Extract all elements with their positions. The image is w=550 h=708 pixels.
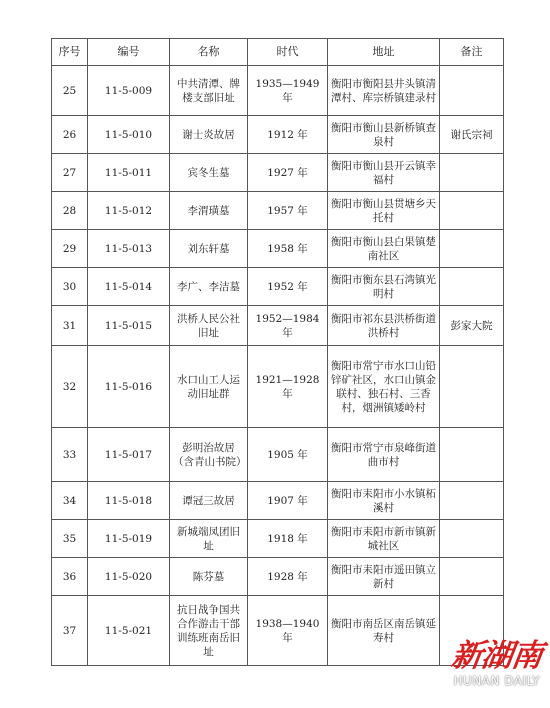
cell-code: 11-5-016	[88, 346, 170, 428]
cell-code: 11-5-017	[88, 428, 170, 482]
cell-code: 11-5-013	[88, 230, 170, 268]
cell-seq: 34	[52, 482, 88, 520]
cell-era: 1938—1940 年	[248, 596, 328, 666]
cell-note	[440, 230, 504, 268]
cell-era: 1907 年	[248, 482, 328, 520]
cell-code: 11-5-019	[88, 520, 170, 558]
table-row	[52, 116, 504, 154]
cell-code: 11-5-012	[88, 192, 170, 230]
cell-seq: 28	[52, 192, 88, 230]
logo-wordmark-en: HUNAN DAILY	[453, 674, 540, 688]
cell-era: 1958 年	[248, 230, 328, 268]
cell-seq: 25	[52, 66, 88, 116]
table-row	[52, 346, 504, 428]
table-row	[52, 596, 504, 666]
cell-note	[440, 520, 504, 558]
cell-name: 水口山工人运动旧址群	[170, 346, 248, 428]
cell-era: 1918 年	[248, 520, 328, 558]
cell-seq: 27	[52, 154, 88, 192]
cell-seq: 31	[52, 306, 88, 346]
cell-name: 新城端凤团旧址	[170, 520, 248, 558]
cell-name: 谭冠三故居	[170, 482, 248, 520]
header-code: 编号	[88, 39, 170, 66]
cell-address: 衡阳市常宁市泉峰街道曲市村	[328, 428, 440, 482]
cell-code: 11-5-015	[88, 306, 170, 346]
cell-address: 衡阳市常宁市水口山铅锌矿社区，水口山镇金联村、独石村、三香村，烟洲镇矮岭村	[328, 346, 440, 428]
cell-note	[440, 154, 504, 192]
cell-note	[440, 192, 504, 230]
cell-name: 彭明治故居（含青山书院）	[170, 428, 248, 482]
cell-era: 1957 年	[248, 192, 328, 230]
cell-note	[440, 428, 504, 482]
table-row	[52, 268, 504, 306]
cell-era: 1952—1984 年	[248, 306, 328, 346]
header-name: 名称	[170, 39, 248, 66]
cell-address: 衡阳市衡山县开云镇幸福村	[328, 154, 440, 192]
cell-seq: 32	[52, 346, 88, 428]
cell-name: 洪桥人民公社旧址	[170, 306, 248, 346]
header-note: 备注	[440, 39, 504, 66]
logo-wordmark-cn: 新湖南	[448, 638, 545, 674]
cell-address: 衡阳市耒阳市小水镇柘溪村	[328, 482, 440, 520]
cell-seq: 36	[52, 558, 88, 596]
cell-name: 中共清潭、牌楼支部旧址	[170, 66, 248, 116]
cell-era: 1928 年	[248, 558, 328, 596]
table-row	[52, 66, 504, 116]
cell-code: 11-5-021	[88, 596, 170, 666]
table-row	[52, 520, 504, 558]
header-address: 地址	[328, 39, 440, 66]
cell-seq: 33	[52, 428, 88, 482]
cell-code: 11-5-020	[88, 558, 170, 596]
cell-name: 谢士炎故居	[170, 116, 248, 154]
cell-name: 抗日战争国共合作游击干部训练班南岳旧址	[170, 596, 248, 666]
cell-address: 衡阳市衡山县贯塘乡天托村	[328, 192, 440, 230]
cell-address: 衡阳市衡阳县井头镇清潭村、库宗桥镇建录村	[328, 66, 440, 116]
cell-note	[440, 346, 504, 428]
cell-era: 1905 年	[248, 428, 328, 482]
cell-address: 衡阳市耒阳市遥田镇立新村	[328, 558, 440, 596]
cell-seq: 26	[52, 116, 88, 154]
table-row	[52, 306, 504, 346]
cell-seq: 35	[52, 520, 88, 558]
table-row	[52, 428, 504, 482]
cell-code: 11-5-010	[88, 116, 170, 154]
cell-code: 11-5-018	[88, 482, 170, 520]
cell-era: 1921—1928 年	[248, 346, 328, 428]
cell-note	[440, 482, 504, 520]
header-row	[52, 39, 504, 66]
cell-address: 衡阳市祁东县洪桥街道洪桥村	[328, 306, 440, 346]
cell-note	[440, 268, 504, 306]
table-body	[52, 66, 504, 666]
table-header	[52, 39, 504, 66]
header-seq: 序号	[52, 39, 88, 66]
header-era: 时代	[248, 39, 328, 66]
cell-code: 11-5-014	[88, 268, 170, 306]
cell-era: 1927 年	[248, 154, 328, 192]
cell-name: 李渭璜墓	[170, 192, 248, 230]
cell-name: 刘东轩墓	[170, 230, 248, 268]
cell-name: 宾冬生墓	[170, 154, 248, 192]
table-row	[52, 192, 504, 230]
cell-name: 李广、李洁墓	[170, 268, 248, 306]
heritage-table	[51, 38, 504, 666]
hunan-daily-logo	[448, 630, 546, 704]
cell-era: 1935—1949 年	[248, 66, 328, 116]
cell-seq: 30	[52, 268, 88, 306]
table-row	[52, 154, 504, 192]
cell-note	[440, 558, 504, 596]
table-row	[52, 558, 504, 596]
cell-address: 衡阳市衡东县石湾镇光明村	[328, 268, 440, 306]
cell-code: 11-5-011	[88, 154, 170, 192]
cell-note: 彭家大院	[440, 306, 504, 346]
cell-era: 1912 年	[248, 116, 328, 154]
table-row	[52, 230, 504, 268]
cell-code: 11-5-009	[88, 66, 170, 116]
cell-note	[440, 66, 504, 116]
cell-note: 谢氏宗祠	[440, 116, 504, 154]
cell-name: 陈芬墓	[170, 558, 248, 596]
cell-address: 衡阳市南岳区南岳镇延寿村	[328, 596, 440, 666]
cell-seq: 29	[52, 230, 88, 268]
cell-era: 1952 年	[248, 268, 328, 306]
cell-address: 衡阳市衡山县新桥镇查泉村	[328, 116, 440, 154]
cell-address: 衡阳市衡山县白果镇楚南社区	[328, 230, 440, 268]
cell-address: 衡阳市耒阳市新市镇新城社区	[328, 520, 440, 558]
cell-seq: 37	[52, 596, 88, 666]
table-row	[52, 482, 504, 520]
